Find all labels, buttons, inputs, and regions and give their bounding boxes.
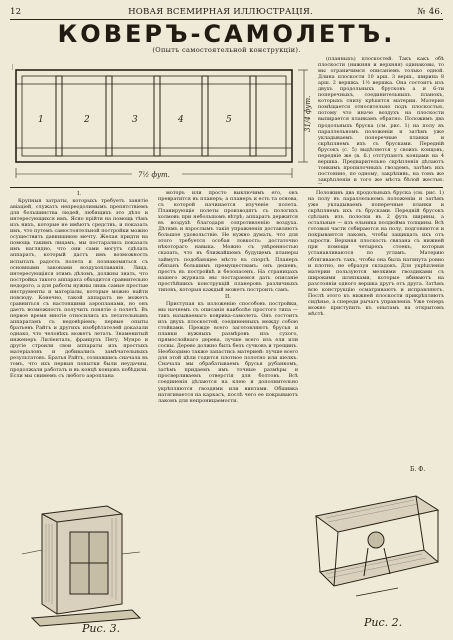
running-header	[10, 5, 443, 18]
right-top-paragraph: (планныхъ) плоскостей. Такъ какъ обѣ плоскости (нижняя и верхняя) одинаковы, то мы ограничимся описаніемъ только одной. Длина плоскости 10 арш. 3 верш., ширина 8 арш. 2 вершка. 1½ вершка. Она состоитъ изъ двухъ продольныхъ брусковъ а и 6-ти поперечныхъ, соединительныхъ планокъ, которыхъ снизу крѣпятся материи. Материя помѣщается относительно подъ плоскостью, потому что иначе воздухъ на плоскости выпирается планкамъ обратно. Положимъ два продольныхъ бруска (см. рис. 1) на полу въ параллельномъ положеніи и затѣмъ уже укладываемъ поперечные планки и скрѣпляемъ ихъ съ брусками. Передній брусокъ (с. 5) выдѣляется у своихъ концовъ, передніе же (в. 6.) отступаютъ концами на 4 вершка. Предварительно скрѣпленія дѣлаютъ тонкимъ пропилочныхъ гвоздемъ, затѣмъ ихъ постоянно, по одному, закрѣпивъ, на томъ же закрѣпленіи и того же мѣста бѣлой жестью.	[318, 56, 444, 183]
article-subtitle: (Опытъ самостоятельной конструкціи).	[152, 46, 301, 54]
section-heading-i: I.	[77, 191, 81, 197]
figure-2-illustration	[306, 476, 446, 634]
left-column-text	[10, 190, 148, 490]
figure-3-illustration	[12, 494, 152, 634]
panel-label-4: 4	[178, 115, 184, 125]
author-signature: Б. Ф.	[410, 466, 426, 473]
right-column-top-text	[318, 56, 444, 184]
middle-column-text	[158, 190, 298, 610]
page-number: 12	[10, 6, 22, 17]
article-title: КОВЕРЪ-САМОЛЕТЪ.	[57, 20, 396, 48]
middle-paragraph-2: Приступая къ изложенію способовъ постройки, мы начнемъ съ описанія наиболѣе простого типа — такъ называемаго коврика-самолета. Онъ состоитъ изъ двухъ плоскостей, соединенныхъ между собою стойками. Прежде всего заготовляютъ брусья и планки нужныхъ размѣровъ изъ сухого, прямослойнаго дерева, лучше всего изъ ели или сосны. Дерево должно быть безъ сучковъ и трещинъ. Необходимо также запастись материей: лучше всего для этой цѣли годится плотное полотно или шелкъ. Сначала мы обрабатываемъ брусья рубанкомъ, затѣмъ придаемъ имъ точные размѣры и просверливаемъ отверстія для болтовъ. Всѣ соединенія дѣлаются на клею и дополнительно укрѣпляются гвоздями или винтами. Обшивка натягивается на каркасъ, послѣ чего ее покрываютъ лакомъ для непроницаемости.	[158, 300, 298, 404]
figure-2-caption: Рис. 2.	[364, 616, 403, 629]
panel-label-3: 3	[132, 115, 138, 125]
panel-label-2: 2	[84, 115, 90, 125]
dimension-label-height: 31/4 фут.	[304, 95, 312, 132]
right-column-text	[308, 190, 444, 470]
section-rule	[10, 187, 443, 188]
magazine-title: НОВАЯ ВСЕМИРНАЯ ИЛЛЮСТРАЦІЯ.	[128, 6, 313, 17]
right-column-paragraph: Положивъ два продольныхъ бруска (см. рис. 1) на полу въ параллельномъ положеніи и затѣмъ уже укладываемъ поперечные планки и скрѣпляемъ ихъ съ брусками. Передній брусокъ сдѣланъ изъ полоски въ 2 фута ширины, а остальные — изъ ельника полдюйма толщины. Всѣ готовыя части собираются на полу, подгоняются и покрываются лакомъ, чтобы защищать ихъ отъ сырости. Верхняя плоскость связана съ нижней при помощи четырехъ стоекъ, которыя устанавливаются по угламъ. Материю обтягиваютъ такъ, чтобы она была натянута ровно и плотно, не образуя складокъ. Для укрѣпленія материи пользуются мелкими гвоздиками съ широкими шляпками, которые вбиваютъ на разстояніи одного вершка другъ отъ друга. Затѣмъ всю конструкцію осматриваютъ и исправляютъ. Послѣ этого къ нижней плоскости прикрѣпляютъ сидѣнье, а спереди рычагъ управленія. Уже теперь можно приступить къ опытамъ на открытомъ мѣстѣ.	[308, 190, 444, 317]
panel-label-5: 5	[226, 115, 232, 125]
figure-3-caption: Рис. 3.	[82, 622, 121, 634]
dimension-label-width: 7½ фут.	[138, 171, 170, 179]
left-column-paragraph: Крупныя затраты, которыхъ требуетъ занятіе авіаціей, служатъ непреодолимымъ препятствіемъ для большинства людей, любящихъ это дѣло и интересующихся имъ. Ясно прійти на помощь тѣмъ изъ нихъ, которые не имѣютъ средствъ, и показать имъ, что путемъ самостоятельной постройки можно осуществить давнишнюю мечту. Желая придти на помощь такимъ лицамъ, мы постарались показать имъ наглядно, что они сами могутъ сдѣлать аппаратъ, который дастъ имъ возможность испытать радость полета и познакомиться съ основными законами воздухоплаванія. Лица, интересующіяся этимъ дѣломъ, должны знать, что постройка такого аппарата обходится сравнительно недорого, а для работы нужны лишь самые простые инструменты и матеріалы, которые можно найти повсюду. Конечно, такой аппаратъ не можетъ сравниться съ настоящими аэропланами, но онъ даетъ возможность получить понятіе о полетѣ. Въ первое время многіе относились къ летательнымъ аппаратамъ съ недовѣріемъ; первые опыты братьевъ Райтъ и другихъ изобрѣтателей доказали однако, что человѣкъ можетъ летать. Знаменитый инженеръ Лиліенталь, французъ Пегу, Мунро и другіе строили свои аппараты изъ простыхъ матеріаловъ и добивались замѣчательныхъ результатовъ. Братья Райтъ, сознавшись сначала въ томъ, что ихъ первыя попытки были неудачны, продолжали работать и въ концѣ концовъ побѣдили. Если мы снимемъ съ любого аэроплана	[10, 198, 148, 380]
issue-number: № 46.	[417, 6, 443, 17]
figure-1-plan-drawing	[12, 56, 312, 186]
middle-paragraph-1: моторъ или просто выключимъ его, онъ превратится въ планеръ; а планеръ и есть та основа, съ которой начинается изученіе полета. Планирующіе полеты производятъ съ пологихъ холмовъ при небольшомъ вѣтрѣ; аппаратъ держится въ воздухѣ благодаря сопротивленію воздуха. Дѣтямъ и взрослымъ такія упражненія доставляютъ большое удовольствіе. Не нужно думать, что для этого требуется особая ловкость: достаточно нѣкотораго навыка. Можно съ увѣренностью сказать, что въ ближайшемъ будущемъ планеры займутъ подобающее мѣсто въ спортѣ. Планеръ обязанъ большимъ премуществамъ: онъ дешевъ, простъ въ постройкѣ и безопасенъ. На страницахъ нашего журнала мы постараемся дать описаніе простѣйшихъ конструкцій планеровъ различныхъ типовъ, которыя каждый можетъ построить самъ.	[158, 190, 298, 293]
section-heading-ii: II.	[225, 293, 231, 300]
panel-label-1: 1	[38, 115, 44, 125]
